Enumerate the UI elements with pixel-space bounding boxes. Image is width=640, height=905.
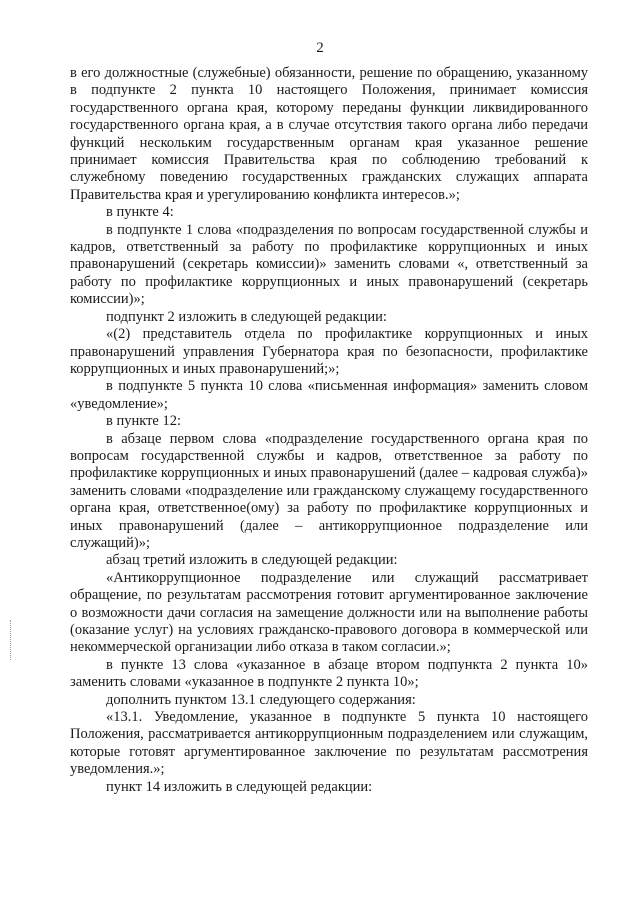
paragraph-14: пункт 14 изложить в следующей редакции:	[106, 778, 373, 795]
paragraph-9: абзац третий изложить в следующей редакции:	[106, 552, 398, 569]
paragraph-2: в пункте 4:	[106, 204, 174, 221]
paragraph-12: дополнить пунктом 13.1 следующего содержания:	[106, 691, 416, 708]
paragraph-6: в подпункте 5 пункта 10 слова «письменная информация» заменить словом «уведомление»;	[70, 378, 588, 412]
paragraph-4: подпункт 2 изложить в следующей редакции:	[106, 308, 387, 325]
paragraph-11: в пункте 13 слова «указанное в абзаце втором подпункта 2 пункта 10» заменить словами «указанное в подпункте 2 пункта 10»;	[70, 656, 588, 691]
paragraph-3: в подпункте 1 слова «подразделения по вопросам государственной службы и кадров, ответственный за работу по профилактике коррупционных и иных правонарушений (секретарь комиссии)» заменить словами «, ответственный за работу по профилактике коррупционных и иных правонарушений (секретарь комиссии)»;	[70, 221, 588, 308]
paragraph-10: «Антикоррупционное подразделение или служащий рассматривает обращение, по результатам рассмотрения готовит аргументированное заключение о возможности дачи согласия на замещение должности или на выполнение работы (оказание услуг) на условиях гражданско-правового договора в коммерческой или некоммерческой организации либо отказа в таком согласии.»;	[70, 569, 588, 656]
page-number: 2	[316, 40, 324, 56]
document-body	[70, 65, 588, 796]
scan-margin-mark	[10, 620, 12, 660]
paragraph-13: «13.1. Уведомление, указанное в подпункте 5 пункта 10 настоящего Положения, рассматривается антикоррупционным подразделением или служащим, которые готовят аргументированное заключение по результатам рассмотрения уведомления.»;	[70, 709, 588, 778]
paragraph-7: в пункте 12:	[106, 413, 182, 430]
paragraph-8: в абзаце первом слова «подразделение государственного органа края по вопросам государственной службы и кадров, ответственное за работу по профилактике коррупционных и иных правонарушений (далее – кадровая служба)» заменить словами «подразделение или гражданскому служащему государственного органа края, ответственное(ому) за работу по профилактике коррупционных и иных правонарушений (далее – антикоррупционное подразделение или служащий)»;	[70, 430, 588, 551]
paragraph-1: в его должностные (служебные) обязанности, решение по обращению, указанному в подпункте 2 пункта 10 настоящего Положения, принимает комиссия государственного органа края, которому переданы функции ликвидированного государственного органа края, а в случае отсутствия такого органа либо передачи функций нескольким государственным органам края указанное решение принимает комиссия Правительства края по соблюдению требований к служебному поведению государственных гражданских служащих аппарата Правительства края и урегулированию конфликта интересов.»;	[70, 65, 588, 203]
paragraph-5: «(2) представитель отдела по профилактике коррупционных и иных правонарушений управления Губернатора края по безопасности, профилактике коррупционных и иных правонарушений;»;	[70, 326, 588, 377]
